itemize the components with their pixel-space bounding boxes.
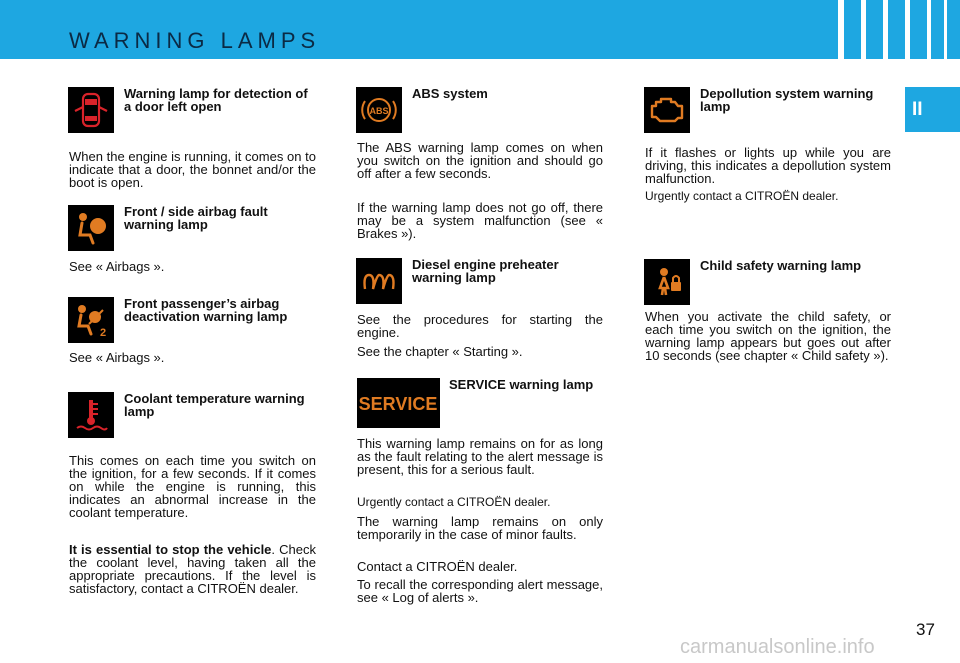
header-stripe — [861, 0, 866, 59]
child-safety-icon — [644, 259, 690, 305]
door-warning-heading: Warning lamp for detection of a door left open — [124, 86, 308, 114]
preheater-heading: Diesel engine preheater warning lamp — [412, 257, 559, 285]
coolant-body-2 — [69, 543, 316, 595]
header-stripe — [944, 0, 947, 59]
page-number: 37 — [916, 620, 935, 639]
header-stripe — [838, 0, 844, 59]
service-icon — [357, 378, 440, 428]
preheater-body-2: See the chapter « Starting ». — [357, 344, 523, 359]
svg-text:SERVICE: SERVICE — [358, 394, 438, 414]
service-body-2: Urgently contact a CITROËN dealer. — [357, 495, 551, 509]
page-title: WARNING LAMPS — [69, 28, 321, 53]
airbag-fault-body: See « Airbags ». — [69, 259, 165, 274]
engine-check-icon — [644, 87, 690, 133]
svg-text:ABS: ABS — [369, 106, 389, 116]
preheater-body: See the procedures for starting the engine. — [357, 312, 603, 340]
abs-body: The ABS warning lamp comes on when you switch on the ignition and should go off after a few seconds. — [357, 140, 603, 181]
header-stripe — [905, 0, 910, 59]
header-stripe — [927, 0, 931, 59]
header-stripe — [883, 0, 888, 59]
child-safety-body: When you activate the child safety, or each time you switch on the ignition, the warning lamp appears but goes out after 10 seconds (see chapter « Child safety »). — [645, 309, 891, 363]
coolant-temperature-icon — [68, 392, 114, 438]
abs-heading: ABS system — [412, 86, 488, 101]
preheater-coil-icon — [356, 258, 402, 304]
passenger-airbag-heading: Front passenger’s airbag deactivation warning lamp — [124, 296, 288, 324]
coolant-stop-emphasis: It is essential to stop the vehicle — [69, 542, 272, 557]
abs-icon — [356, 87, 402, 133]
watermark: carmanualsonline.info — [680, 636, 875, 658]
passenger-airbag-body: See « Airbags ». — [69, 350, 165, 365]
depollution-body: If it flashes or lights up while you are driving, this indicates a depollution system malfunction. — [645, 145, 891, 186]
car-door-open-icon — [68, 87, 114, 133]
depollution-heading: Depollution system warning lamp — [700, 86, 874, 114]
service-heading: SERVICE warning lamp — [449, 377, 594, 392]
service-body-4: Contact a CITROËN dealer. — [357, 559, 518, 574]
airbag-fault-icon — [68, 205, 114, 251]
airbag-fault-heading: Front / side airbag fault warning lamp — [124, 204, 268, 232]
service-body-3: The warning lamp remains on only temporarily in the case of minor faults. — [357, 514, 603, 542]
passenger-airbag-off-icon — [68, 297, 114, 343]
chapter-label: II — [912, 99, 923, 120]
depollution-body-2: Urgently contact a CITROËN dealer. — [645, 189, 839, 203]
door-warning-body: When the engine is running, it comes on to indicate that a door, the bonnet and/or the boot is open. — [69, 149, 316, 190]
coolant-body: This comes on each time you switch on the ignition, for a few seconds. If it comes on while the engine is running, this indicates an abnormal increase in the coolant temperature. — [69, 453, 316, 520]
svg-text:2: 2 — [100, 327, 107, 339]
abs-body-2: If the warning lamp does not go off, there may be a system malfunction (see « Brakes »). — [357, 200, 603, 241]
service-body-5: To recall the corresponding alert message, see « Log of alerts ». — [357, 577, 603, 605]
coolant-heading: Coolant temperature warning lamp — [124, 391, 305, 419]
service-body: This warning lamp remains on for as long as the fault relating to the alert message is present, this for a serious fault. — [357, 436, 603, 477]
child-safety-heading: Child safety warning lamp — [700, 258, 862, 273]
coolant-stop-rest: . Check the coolant level, having taken all the appropriate precautions. If the level is satisfactory, contact a CITROËN dealer. — [69, 542, 316, 596]
